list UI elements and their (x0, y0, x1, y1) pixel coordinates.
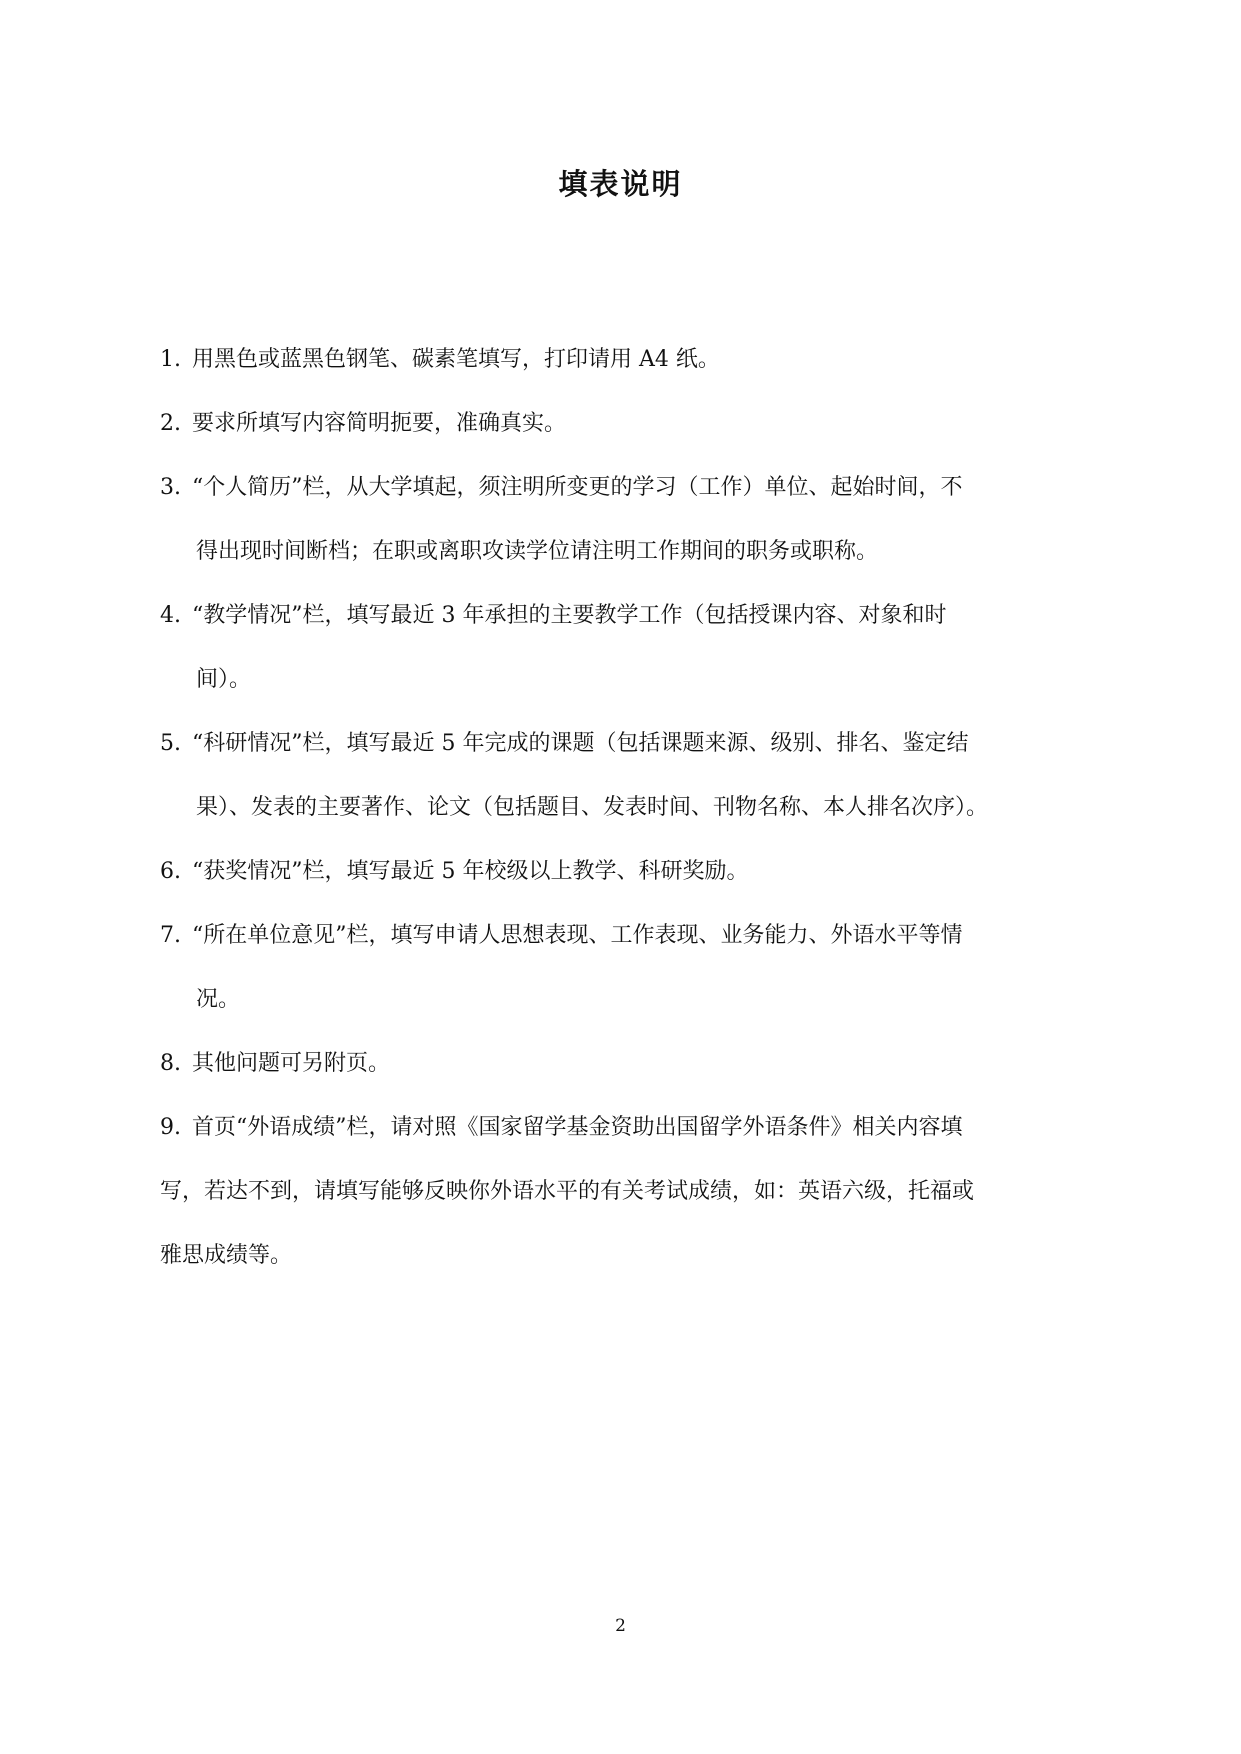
item-number: 2. (160, 411, 181, 436)
item-continuation: 果）、发表的主要著作、论文（包括题目、发表时间、刊物名称、本人排名次序）。 (196, 795, 989, 820)
item-number: 5. (160, 731, 181, 756)
item-line (160, 328, 1090, 392)
list-item (160, 840, 1090, 904)
item-continuation: 写，若达不到，请填写能够反映你外语水平的有关考试成绩，如：英语六级，托福或 (160, 1179, 975, 1204)
page-title: 填表说明 (558, 167, 683, 201)
item-text: “所在单位意见”栏，填写申请人思想表现、工作表现、业务能力、外语水平等情 (192, 923, 963, 948)
page-number: 2 (615, 1616, 626, 1636)
item-continuation: 得出现时间断档；在职或离职攻读学位请注明工作期间的职务或职称。 (196, 539, 879, 564)
list-item (160, 328, 1090, 392)
list-item (160, 1032, 1090, 1096)
item-line (160, 392, 1090, 456)
item-text: “教学情况”栏，填写最近 3 年承担的主要教学工作（包括授课内容、对象和时 (192, 603, 947, 628)
item-number: 9. (160, 1115, 181, 1140)
item-text: 首页“外语成绩”栏，请对照《国家留学基金资助出国留学外语条件》相关内容填 (192, 1115, 963, 1140)
list-item (160, 712, 1090, 840)
item-line (160, 840, 1090, 904)
item-text: 其他问题可另附页。 (192, 1051, 391, 1076)
item-number: 1. (160, 347, 181, 372)
item-number: 3. (160, 475, 181, 500)
item-line (160, 584, 1090, 648)
item-line (160, 456, 1090, 520)
item-text: 要求所填写内容简明扼要，准确真实。 (192, 411, 567, 436)
item-text: 用黑色或蓝黑色钢笔、碳素笔填写，打印请用 A4 纸。 (192, 347, 720, 372)
list-item (160, 904, 1090, 1032)
list-item (160, 456, 1090, 584)
item-number: 4. (160, 603, 181, 628)
list-item (160, 392, 1090, 456)
item-line (160, 904, 1090, 968)
item-text: “获奖情况”栏，填写最近 5 年校级以上教学、科研奖励。 (192, 859, 749, 884)
item-continuation: 况。 (196, 987, 241, 1012)
list-item (160, 584, 1090, 712)
item-number: 7. (160, 923, 181, 948)
item-line (160, 1032, 1090, 1096)
item-line (160, 712, 1090, 776)
item-line (160, 1096, 1090, 1160)
item-text: “科研情况”栏，填写最近 5 年完成的课题（包括课题来源、级别、排名、鉴定结 (192, 731, 969, 756)
instructions-list (160, 328, 1090, 1288)
item-number: 6. (160, 859, 181, 884)
item-number: 8. (160, 1051, 181, 1076)
list-item (160, 1096, 1090, 1288)
item-continuation: 雅思成绩等。 (160, 1243, 293, 1268)
item-continuation: 间）。 (196, 667, 252, 692)
item-text: “个人简历”栏，从大学填起，须注明所变更的学习（工作）单位、起始时间，不 (192, 475, 963, 500)
